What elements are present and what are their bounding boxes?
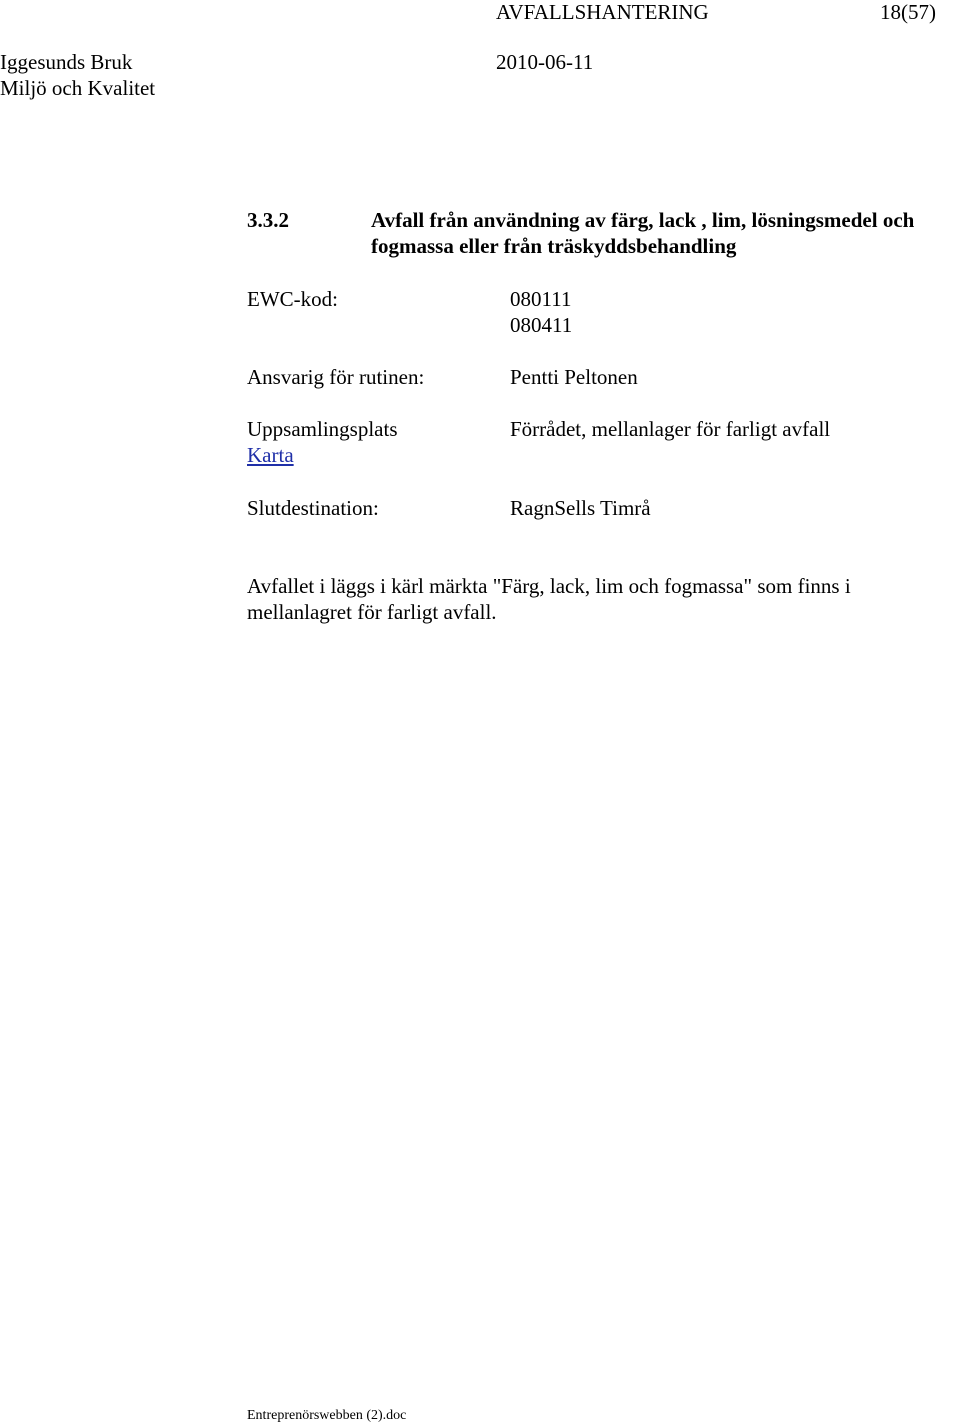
footer-filename: Entreprenörswebben (2).doc [247, 1408, 407, 1423]
section-heading-line2: fogmassa eller från träskyddsbehandling [371, 234, 737, 258]
collection-value: Förrådet, mellanlager för farligt avfall [510, 417, 831, 441]
document-date: 2010-06-11 [496, 50, 594, 74]
ewc-code: 080411 [510, 313, 573, 337]
company-name: Iggesunds Bruk [0, 50, 133, 74]
responsible-value: Pentti Peltonen [510, 365, 638, 389]
page-number: 18(57) [880, 0, 936, 24]
map-link[interactable]: Karta [247, 443, 294, 467]
department-name: Miljö och Kvalitet [0, 76, 156, 100]
ewc-code: 080111 [510, 287, 572, 311]
destination-value: RagnSells Timrå [510, 496, 651, 520]
responsible-label: Ansvarig för rutinen: [247, 365, 425, 389]
section-heading-line1: Avfall från användning av färg, lack , lim, lösningsmedel och [371, 208, 915, 232]
body-paragraph-line2: mellanlagret för farligt avfall. [247, 600, 497, 624]
document-title: AVFALLSHANTERING [496, 0, 709, 24]
collection-label: Uppsamlingsplats [247, 417, 398, 441]
section-number: 3.3.2 [247, 208, 289, 232]
body-paragraph-line1: Avfallet i läggs i kärl märkta "Färg, lack, lim och fogmassa" som finns i [247, 574, 851, 598]
destination-label: Slutdestination: [247, 496, 379, 520]
ewc-label: EWC-kod: [247, 287, 338, 311]
